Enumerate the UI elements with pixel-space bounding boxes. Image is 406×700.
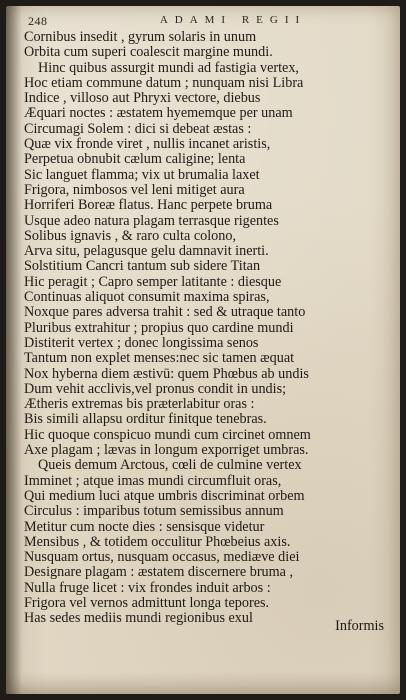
text-line: Nulla fruge licet : vix frondes induit arbos :: [24, 580, 271, 596]
text-line: Distiterit vertex ; donec longissima senos: [24, 335, 259, 351]
text-line: Frigora, nimbosos vel leni mitiget aura: [24, 182, 245, 198]
page-header: [28, 14, 378, 30]
text-line: Solstitium Cancri tantum sub sidere Titan: [24, 259, 261, 275]
text-line: Usque adeo natura plagam terrasque rigentes: [24, 213, 279, 229]
catchword: Informis: [335, 618, 384, 634]
text-line: Imminet ; atque imas mundi circumfluit oras,: [24, 473, 282, 489]
text-line: Orbita cum superi coalescit margine mundi.: [24, 45, 273, 61]
text-line: Æquari noctes : æstatem hyememque per unam: [24, 106, 293, 122]
text-line: Queis demum Arctous, cœli de culmine vertex: [38, 458, 302, 474]
text-line: Quæ vix fronde viret , nullis incanet aristis,: [24, 137, 271, 153]
page-number: 248: [28, 14, 48, 28]
text-line: Has sedes mediis mundi regionibus exul: [24, 611, 253, 627]
text-line: Horriferi Boreæ flatus. Hanc perpete bruma: [24, 198, 273, 214]
text-line: Hoc etiam commune datum ; nunquam nisi Libra: [24, 75, 304, 91]
text-line: Frigora vel vernos admittunt longa tepores.: [24, 595, 270, 611]
text-line: Hic peragit ; Capro semper latitante : diesque: [24, 274, 282, 290]
text-line: Circulus : imparibus totum semissibus annum: [24, 504, 284, 520]
text-line: Hic quoque conspicuo mundi cum circinet omnem: [24, 427, 311, 443]
text-line: Tantum non explet menses:nec sic tamen æquat: [24, 351, 295, 367]
text-line: Continuas aliquot consumit maxima spiras,: [24, 290, 270, 306]
text-line: Bis simili allapsu orditur finitque tenebras.: [24, 412, 267, 428]
poem-text: [24, 30, 384, 627]
text-line: Hinc quibus assurgit mundi ad fastigia vertex,: [38, 60, 299, 76]
text-line: Perpetua obnubit cælum caligine; lenta: [24, 152, 246, 168]
text-line: Mensibus , & totidem occulitur Phœbeius axis.: [24, 534, 291, 550]
text-line: Qui medium luci atque umbris discriminat orbem: [24, 488, 305, 504]
text-line: Circumagi Solem : dici si debeat æstas :: [24, 121, 252, 137]
text-line: Axe plagam ; lævas in longum exporriget umbras.: [24, 443, 309, 459]
text-line: Noxque pares adversa trahit : sed & utraque tanto: [24, 305, 306, 321]
text-line: Designare plagam : æstatem discernere bruma ,: [24, 565, 294, 581]
text-line: Dum vehit acclivis,vel pronus condit in undis;: [24, 381, 287, 397]
running-head: ADAMI REGII: [159, 14, 307, 26]
text-line: Nox hyberna diem æstivū: quem Phœbus ab undis: [24, 366, 309, 382]
text-line: Indice , villoso aut Phryxi vectore, diebus: [24, 91, 261, 107]
text-line: Arva situ, pelagusque gelu damnavit inerti.: [24, 244, 269, 260]
text-line: Metitur cum nocte dies : sensisque videtur: [24, 519, 265, 535]
text-line: Solibus ignavis , & raro culta colono,: [24, 228, 236, 244]
text-line: Sic languet flamma; vix ut brumalia laxet: [24, 167, 260, 183]
text-line: Ætheris extremas bis præterlabitur oras :: [24, 397, 255, 413]
text-line: Pluribus extrahitur ; propius quo cardine mundi: [24, 320, 294, 336]
text-line: Cornibus insedit , gyrum solaris in unum: [24, 30, 257, 45]
text-line: Nusquam ortus, nusquam occasus, mediæve diei: [24, 550, 300, 566]
